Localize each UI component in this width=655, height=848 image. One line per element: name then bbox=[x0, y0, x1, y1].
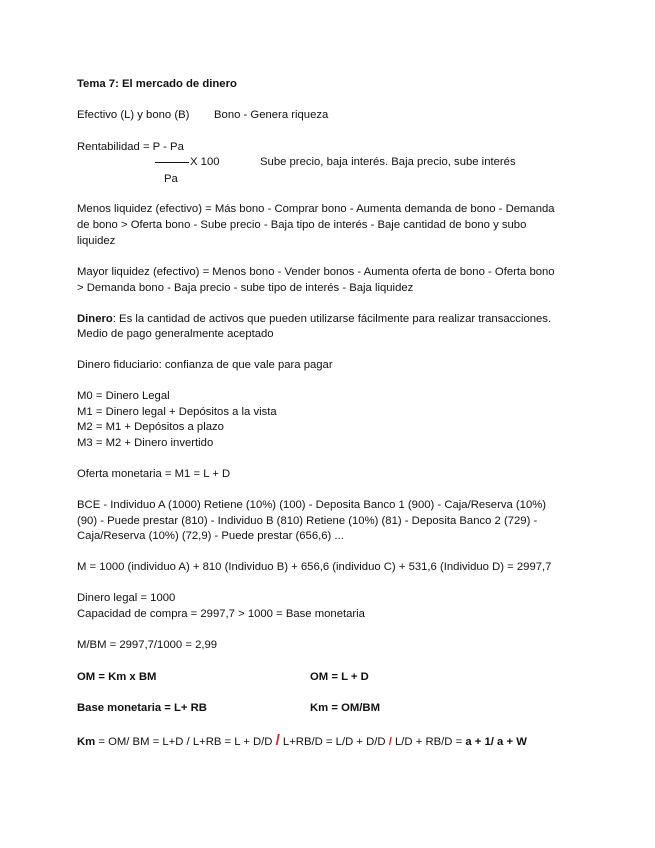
km-symbol: Km bbox=[77, 736, 96, 748]
m-total-line: M = 1000 (individuo A) + 810 (Individuo B) + 656,6 (individuo C) + 531,6 (Individuo D) = 2997,7 bbox=[77, 561, 552, 573]
capacidad-line: Capacidad de compra = 2997,7 > 1000 = Base monetaria bbox=[77, 608, 365, 620]
bce-line-2: (90) - Puede prestar (810) - Individuo B (810) Retiene (10%) (81) - Deposita Banco 2 (729) - bbox=[77, 515, 538, 527]
m0-line: M0 = Dinero Legal bbox=[77, 390, 170, 402]
m2-line: M2 = M1 + Depósitos a plazo bbox=[77, 421, 224, 433]
fiduciario-line: Dinero fiduciario: confianza de que vale para pagar bbox=[77, 359, 333, 371]
menos-liquidez-line-2: de bono > Oferta bono - Sube precio - Baja tipo de interés - Baje cantidad de bono y subo bbox=[77, 219, 527, 231]
menos-liquidez-line-3: liquidez bbox=[77, 235, 116, 247]
dinero-term: Dinero bbox=[77, 313, 113, 325]
rentabilidad-label: Rentabilidad = P - Pa bbox=[77, 141, 184, 153]
m1-line: M1 = Dinero legal + Depósitos a la vista bbox=[77, 406, 277, 418]
km-part-3: L/D + RB/D = bbox=[391, 736, 466, 748]
bce-line-1: BCE - Individuo A (1000) Retiene (10%) (100) - Deposita Banco 1 (900) - Caja/Reserva (10%) bbox=[77, 499, 547, 511]
oferta-monetaria-line: Oferta monetaria = M1 = L + D bbox=[77, 468, 231, 480]
mayor-liquidez-line-2: > Demanda bono - Baja precio - sube tipo de interés - Baja liquidez bbox=[77, 282, 414, 294]
bono-riqueza-line: Bono - Genera riqueza bbox=[214, 109, 329, 121]
fraction-bar bbox=[155, 162, 189, 163]
dinero-def-1: : Es la cantidad de activos que pueden utilizarse fácilmente para realizar transacciones. bbox=[112, 313, 552, 325]
efectivo-bono-line: Efectivo (L) y bono (B) bbox=[77, 109, 190, 121]
km-part-2: L+RB/D = L/D + D/D bbox=[279, 736, 389, 748]
rentabilidad-note: Sube precio, baja interés. Baja precio, sube interés bbox=[260, 156, 516, 168]
red-slash-2: / bbox=[388, 736, 392, 748]
dinero-definition bbox=[77, 312, 551, 326]
rentabilidad-multiplier: X 100 bbox=[190, 156, 220, 168]
formula-om-km: OM = Km x BM bbox=[77, 671, 157, 683]
m3-line: M3 = M2 + Dinero invertido bbox=[77, 437, 214, 449]
km-derivation-line bbox=[77, 734, 527, 749]
m-bm-line: M/BM = 2997,7/1000 = 2,99 bbox=[77, 639, 218, 651]
dinero-def-2: Medio de pago generalmente aceptado bbox=[77, 328, 274, 340]
formula-base-monetaria: Base monetaria = L+ RB bbox=[77, 702, 207, 714]
dinero-legal-line: Dinero legal = 1000 bbox=[77, 592, 176, 604]
formula-om-ld: OM = L + D bbox=[310, 671, 369, 683]
formula-km: Km = OM/BM bbox=[310, 702, 380, 714]
page-title: Tema 7: El mercado de dinero bbox=[77, 78, 237, 90]
mayor-liquidez-line-1: Mayor liquidez (efectivo) = Menos bono - Vender bonos - Aumenta oferta de bono - Oferta bono bbox=[77, 266, 555, 278]
km-result: a + 1/ a + W bbox=[465, 736, 527, 748]
km-part-1: = OM/ BM = L+D / L+RB = L + D/D bbox=[95, 736, 276, 748]
bce-line-3: Caja/Reserva (10%) (72,9) - Puede prestar (656,6) ... bbox=[77, 530, 344, 542]
rentabilidad-denominator: Pa bbox=[164, 173, 178, 185]
red-slash-1: / bbox=[275, 732, 280, 749]
menos-liquidez-line-1: Menos liquidez (efectivo) = Más bono - Comprar bono - Aumenta demanda de bono - Demanda bbox=[77, 203, 555, 215]
